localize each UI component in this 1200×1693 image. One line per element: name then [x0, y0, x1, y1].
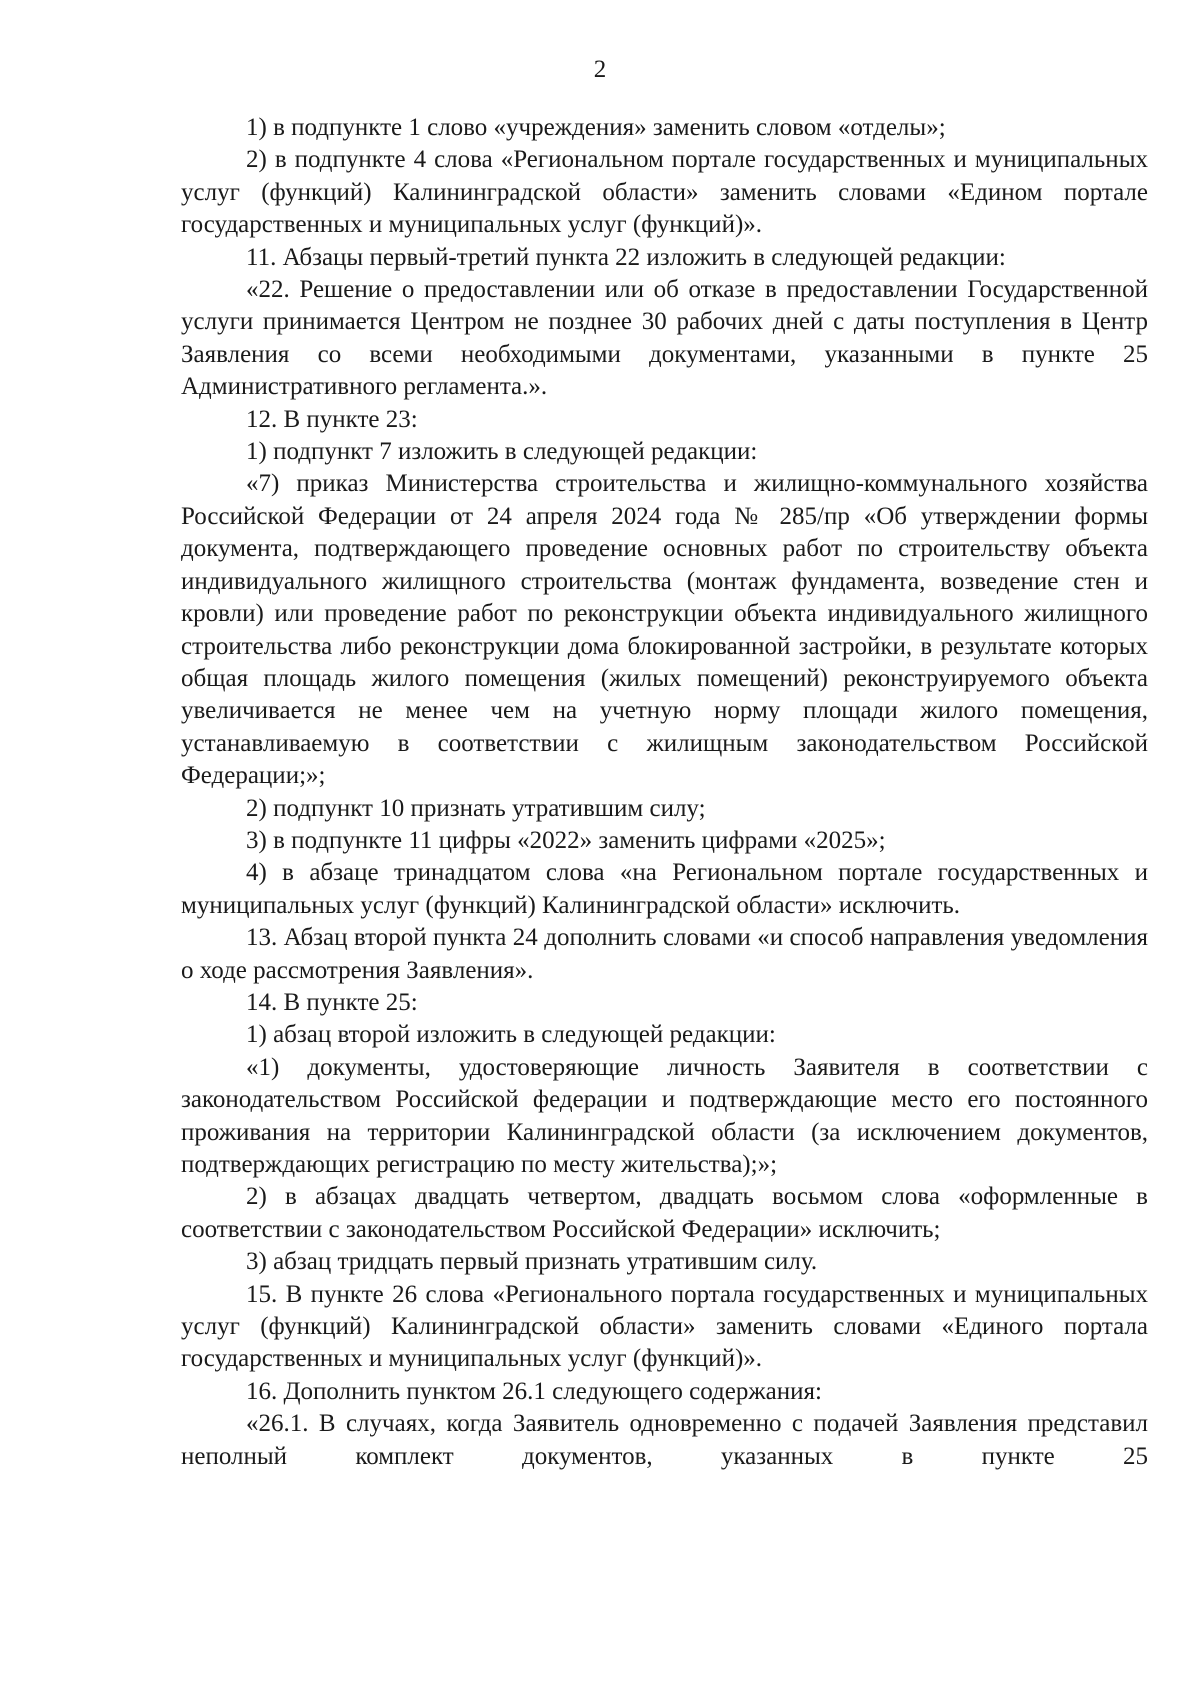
paragraph: 3) в подпункте 11 цифры «2022» заменить цифрами «2025»;: [246, 826, 886, 854]
paragraph: «22. Решение о предоставлении или об отказе в предоставлении Государственной услуги принимается Центром не позднее 30 рабочих дней с даты поступления в Центр Заявления со всеми необходимыми документами, указанными в пункте 25 Административного регламента.».: [181, 276, 1148, 401]
paragraph: 3) абзац тридцать первый признать утратившим силу.: [246, 1248, 818, 1276]
paragraph: 1) подпункт 7 изложить в следующей редакции:: [246, 438, 758, 466]
paragraph: 12. В пункте 23:: [246, 405, 418, 433]
paragraph: 2) подпункт 10 признать утратившим силу;: [246, 794, 706, 822]
paragraph: 1) в подпункте 1 слово «учреждения» заменить словом «отделы»;: [246, 114, 946, 141]
page-number: 2: [593, 56, 607, 83]
paragraph: 11. Абзацы первый-третий пункта 22 изложить в следующей редакции:: [246, 243, 1006, 271]
document-body: [181, 112, 1148, 1473]
paragraph: «26.1. В случаях, когда Заявитель одновременно с подачей Заявления представил неполный комплект документов, указанных в пункте 25: [181, 1410, 1148, 1470]
paragraph: «7) приказ Министерства строительства и жилищно-коммунального хозяйства Российской Федерации от 24 апреля 2024 года № 285/пр «Об утверждении формы документа, подтверждающего проведение основных работ по строительству объекта индивидуального жилищного строительства (монтаж фундамента, возведение стен и кровли) или проведение работ по реконструкции объекта индивидуального жилищного строительства либо реконструкции дома блокированной застройки, в результате которых общая площадь жилого помещения (жилых помещений) реконструируемого объекта увеличивается не менее чем на учетную норму площади жилого помещения, устанавливаемую в соответствии с жилищным законодательством Российской Федерации;»;: [181, 470, 1148, 790]
paragraph: 14. В пункте 25:: [246, 988, 418, 1016]
paragraph: 4) в абзаце тринадцатом слова «на Региональном портале государственных и муниципальных услуг (функций) Калининградской области» исключить.: [181, 859, 1148, 919]
paragraph: 16. Дополнить пунктом 26.1 следующего содержания:: [246, 1377, 822, 1405]
paragraph: 13. Абзац второй пункта 24 дополнить словами «и способ направления уведомления о ходе рассмотрения Заявления».: [181, 924, 1148, 984]
paragraph: 2) в абзацах двадцать четвертом, двадцать восьмом слова «оформленные в соответствии с законодательством Российской Федерации» исключить;: [181, 1183, 1148, 1243]
paragraph: «1) документы, удостоверяющие личность Заявителя в соответствии с законодательством Российской федерации и подтверждающие место его постоянного проживания на территории Калининградской области (за исключением документов, подтверждающих регистрацию по месту жительства);»;: [181, 1053, 1148, 1178]
paragraph: 15. В пункте 26 слова «Регионального портала государственных и муниципальных услуг (функций) Калининградской области» заменить словами «Единого портала государственных и муниципальных услуг (функций)».: [181, 1280, 1148, 1373]
paragraph: 2) в подпункте 4 слова «Региональном портале государственных и муниципальных услуг (функций) Калининградской области» заменить словами «Едином портале государственных и муниципальных услуг (функций)».: [181, 146, 1148, 239]
paragraph: 1) абзац второй изложить в следующей редакции:: [246, 1021, 776, 1049]
